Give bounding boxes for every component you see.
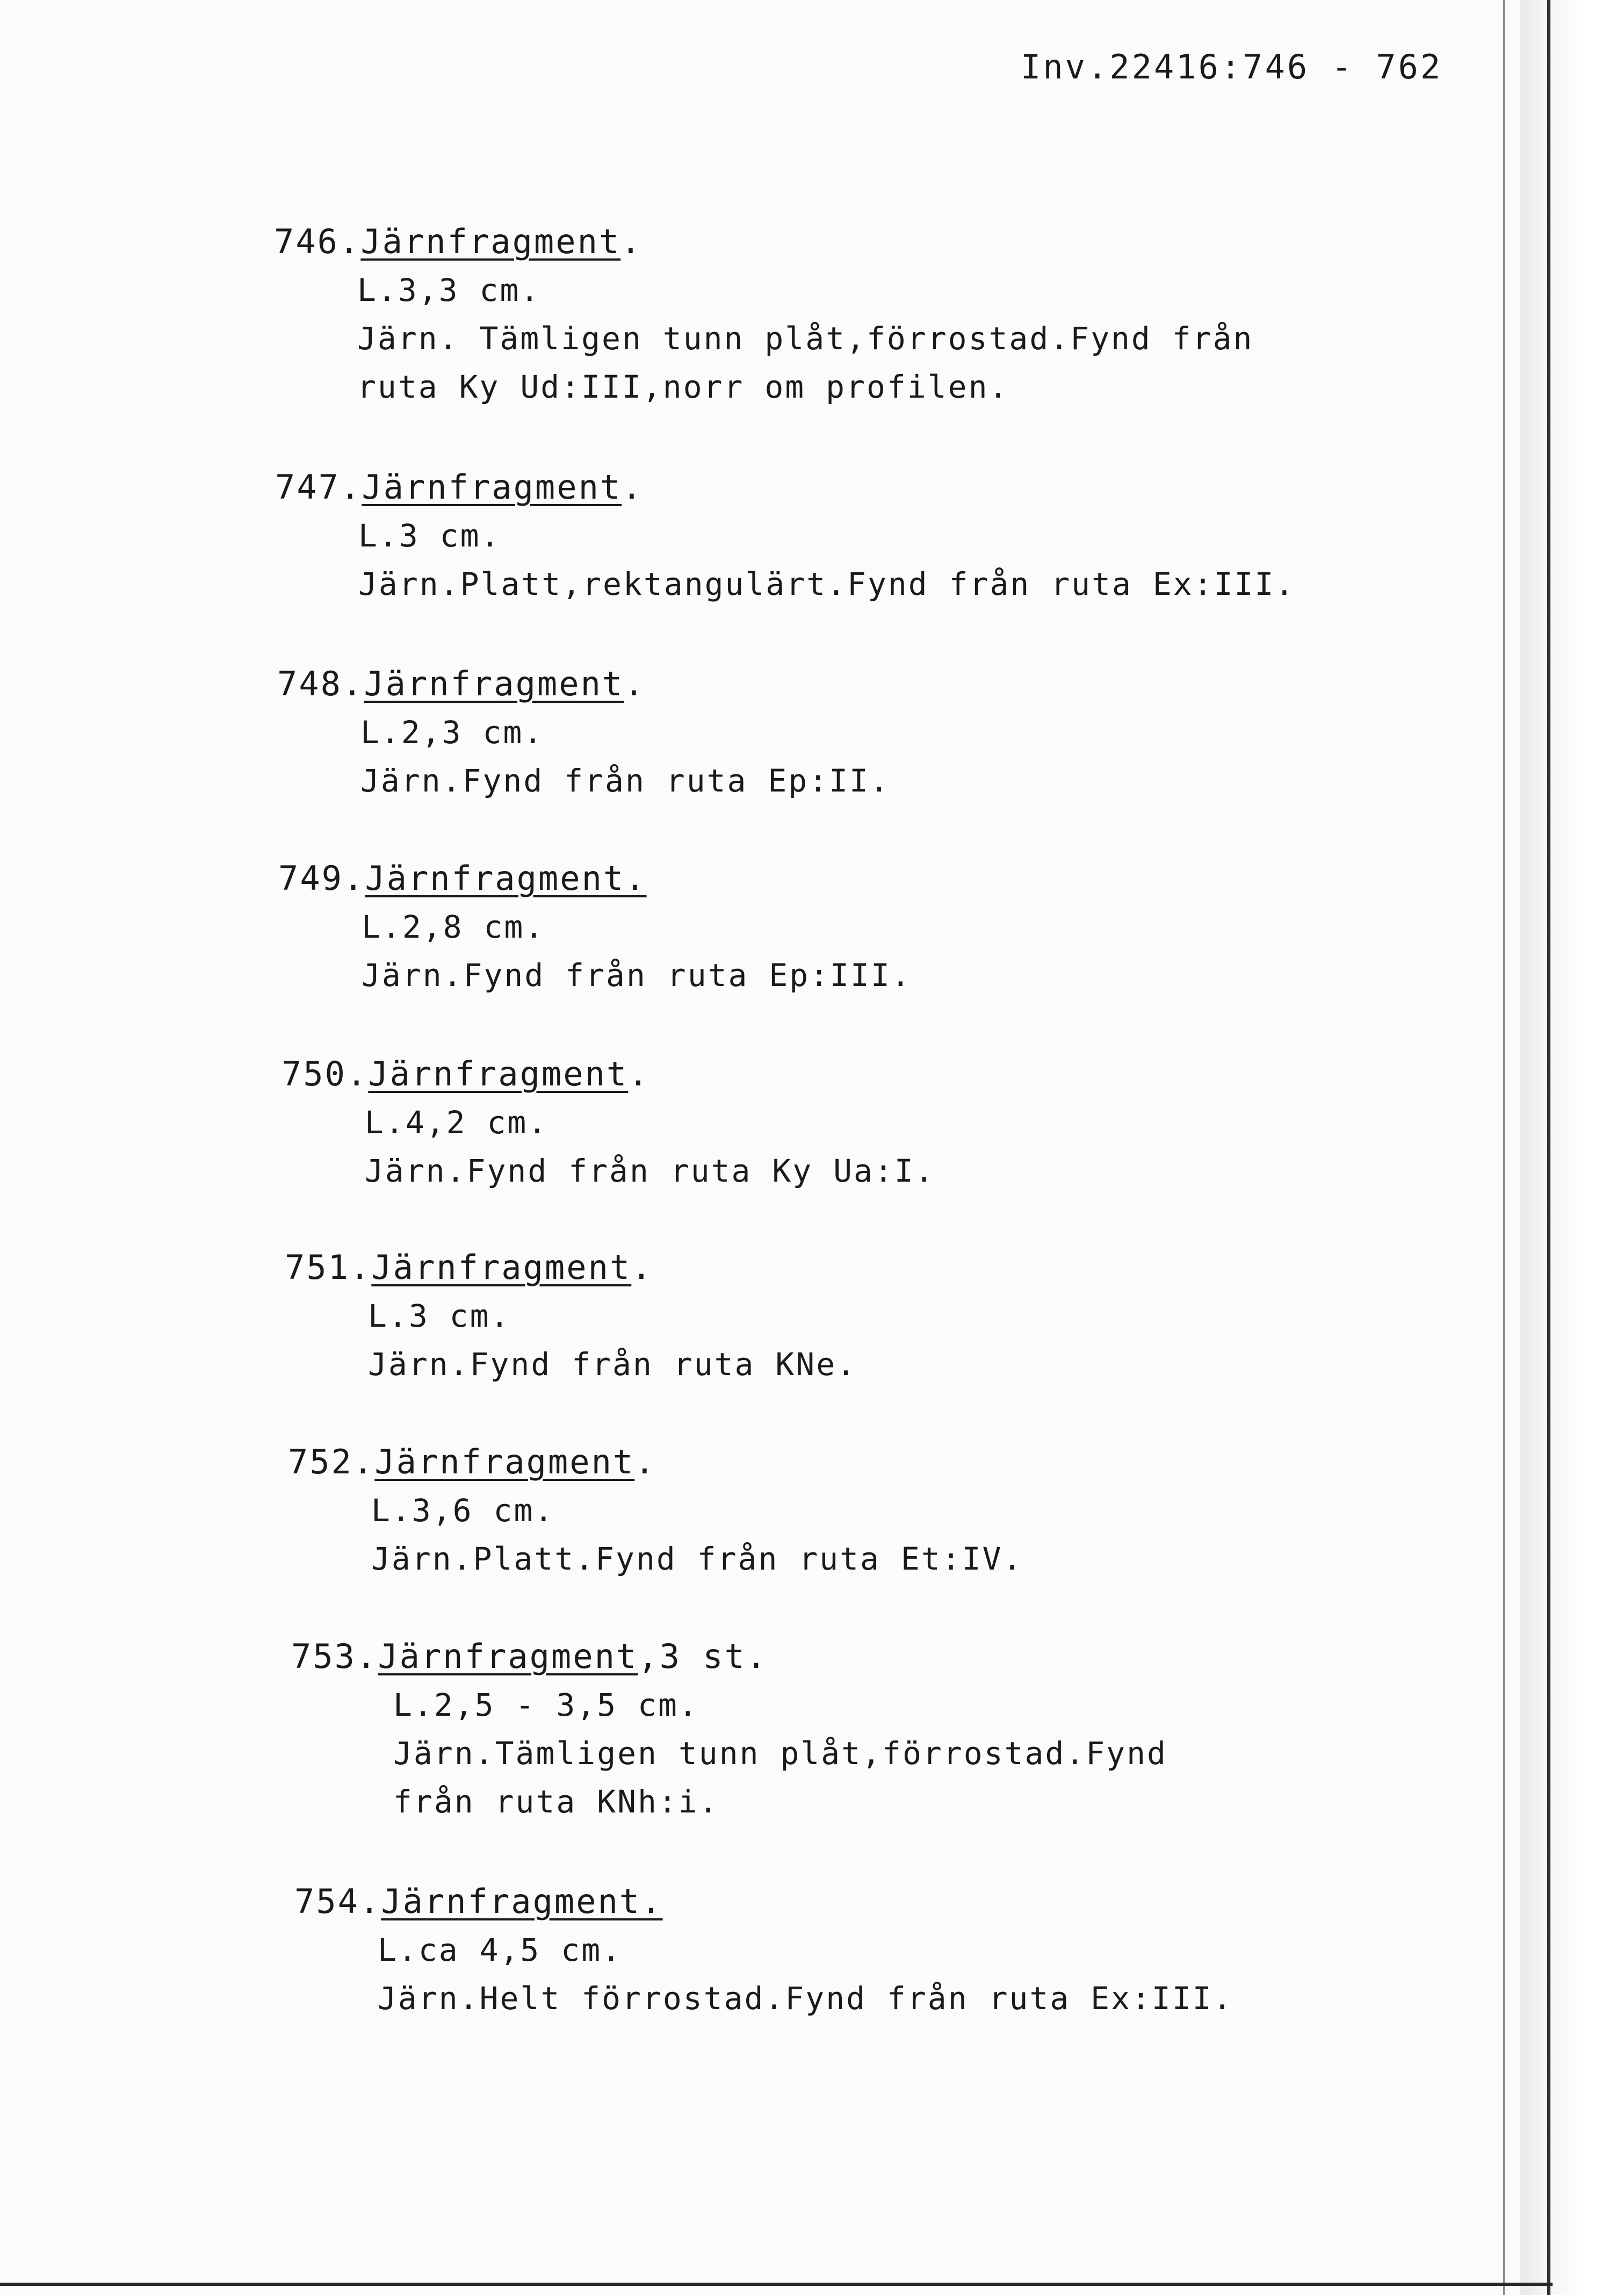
entry-name: Järnfragment xyxy=(362,467,622,507)
entry-title xyxy=(277,660,890,708)
catalog-entry xyxy=(275,463,1295,608)
catalog-entry xyxy=(288,1438,1023,1583)
catalog-entry xyxy=(285,1243,857,1388)
entry-name: Järnfragment. xyxy=(365,859,647,898)
entry-description: Järn.Platt.Fynd från ruta Et:IV. xyxy=(371,1541,1023,1577)
entry-suffix: . xyxy=(624,664,646,703)
entry-suffix: . xyxy=(628,1054,650,1093)
entry-name: Järnfragment xyxy=(374,1442,635,1481)
entry-name: Järnfragment xyxy=(371,1248,632,1287)
entry-name: Järnfragment xyxy=(364,664,624,703)
entry-length: L.3,3 cm. xyxy=(357,272,541,308)
entry-suffix: . xyxy=(634,1442,656,1481)
entry-name: Järnfragment. xyxy=(381,1882,663,1921)
entry-name: Järnfragment xyxy=(378,1637,638,1676)
entry-description: från ruta KNh:i. xyxy=(393,1783,719,1820)
entry-length: L.ca 4,5 cm. xyxy=(378,1932,623,1968)
entry-length: L.3 cm. xyxy=(358,517,501,554)
catalog-entry xyxy=(274,218,1253,411)
entry-length: L.2,3 cm. xyxy=(360,714,544,751)
entry-number: 754. xyxy=(294,1882,381,1921)
page-edge-line xyxy=(1503,0,1505,2295)
page-bottom-edge xyxy=(0,2283,1553,2286)
entry-number: 746. xyxy=(274,222,361,261)
catalog-entry xyxy=(282,1050,935,1195)
entry-length: L.4,2 cm. xyxy=(365,1104,548,1141)
catalog-entry xyxy=(277,660,890,805)
entry-description: Järn.Platt,rektangulärt.Fynd från ruta Ex:III. xyxy=(358,566,1296,602)
entry-title xyxy=(288,1438,1023,1486)
entry-title xyxy=(278,854,912,903)
entry-description: Järn.Fynd från ruta Ep:III. xyxy=(362,957,912,994)
entry-number: 749. xyxy=(278,859,365,898)
entry-title xyxy=(291,1632,1167,1681)
entry-description: Järn.Fynd från ruta KNe. xyxy=(368,1346,857,1383)
entry-description: Järn.Tämligen tunn plåt,förrostad.Fynd xyxy=(393,1735,1167,1772)
entry-name: Järnfragment xyxy=(360,222,621,261)
entry-number: 753. xyxy=(291,1637,378,1676)
entry-description: ruta Ky Ud:III,norr om profilen. xyxy=(357,369,1009,405)
entry-description: Järn.Fynd från ruta Ep:II. xyxy=(360,762,890,799)
catalog-entry xyxy=(291,1632,1167,1826)
entry-number: 752. xyxy=(288,1442,375,1481)
entry-title xyxy=(275,463,1295,512)
entry-number: 747. xyxy=(275,467,362,507)
entry-number: 750. xyxy=(282,1054,369,1093)
entry-description: Järn.Fynd från ruta Ky Ua:I. xyxy=(365,1153,935,1189)
catalog-entry xyxy=(294,1877,1233,2023)
entry-title xyxy=(294,1877,1233,1926)
entry-suffix: . xyxy=(631,1248,653,1287)
catalog-entry xyxy=(278,854,912,999)
entry-length: L.3,6 cm. xyxy=(371,1492,555,1529)
page-edge-line xyxy=(1547,0,1550,2295)
entry-title xyxy=(282,1050,935,1098)
entry-title xyxy=(285,1243,857,1292)
page-edge-shadow xyxy=(1520,0,1624,2295)
entry-number: 748. xyxy=(277,664,364,703)
entry-length: L.2,8 cm. xyxy=(362,909,545,945)
inventory-number: Inv.22416:746 - 762 xyxy=(1021,47,1443,87)
entry-suffix: . xyxy=(620,222,643,261)
entry-title xyxy=(274,218,1253,266)
entry-length: L.2,5 - 3,5 cm. xyxy=(393,1687,699,1723)
entry-name: Järnfragment xyxy=(368,1054,629,1093)
entry-description: Järn. Tämligen tunn plåt,förrostad.Fynd från xyxy=(357,320,1254,357)
entry-number: 751. xyxy=(285,1248,372,1287)
entry-description: Järn.Helt förrostad.Fynd från ruta Ex:III. xyxy=(378,1980,1233,2017)
entry-suffix: . xyxy=(622,467,644,507)
entry-length: L.3 cm. xyxy=(368,1298,511,1334)
entry-suffix: ,3 st. xyxy=(638,1637,768,1676)
